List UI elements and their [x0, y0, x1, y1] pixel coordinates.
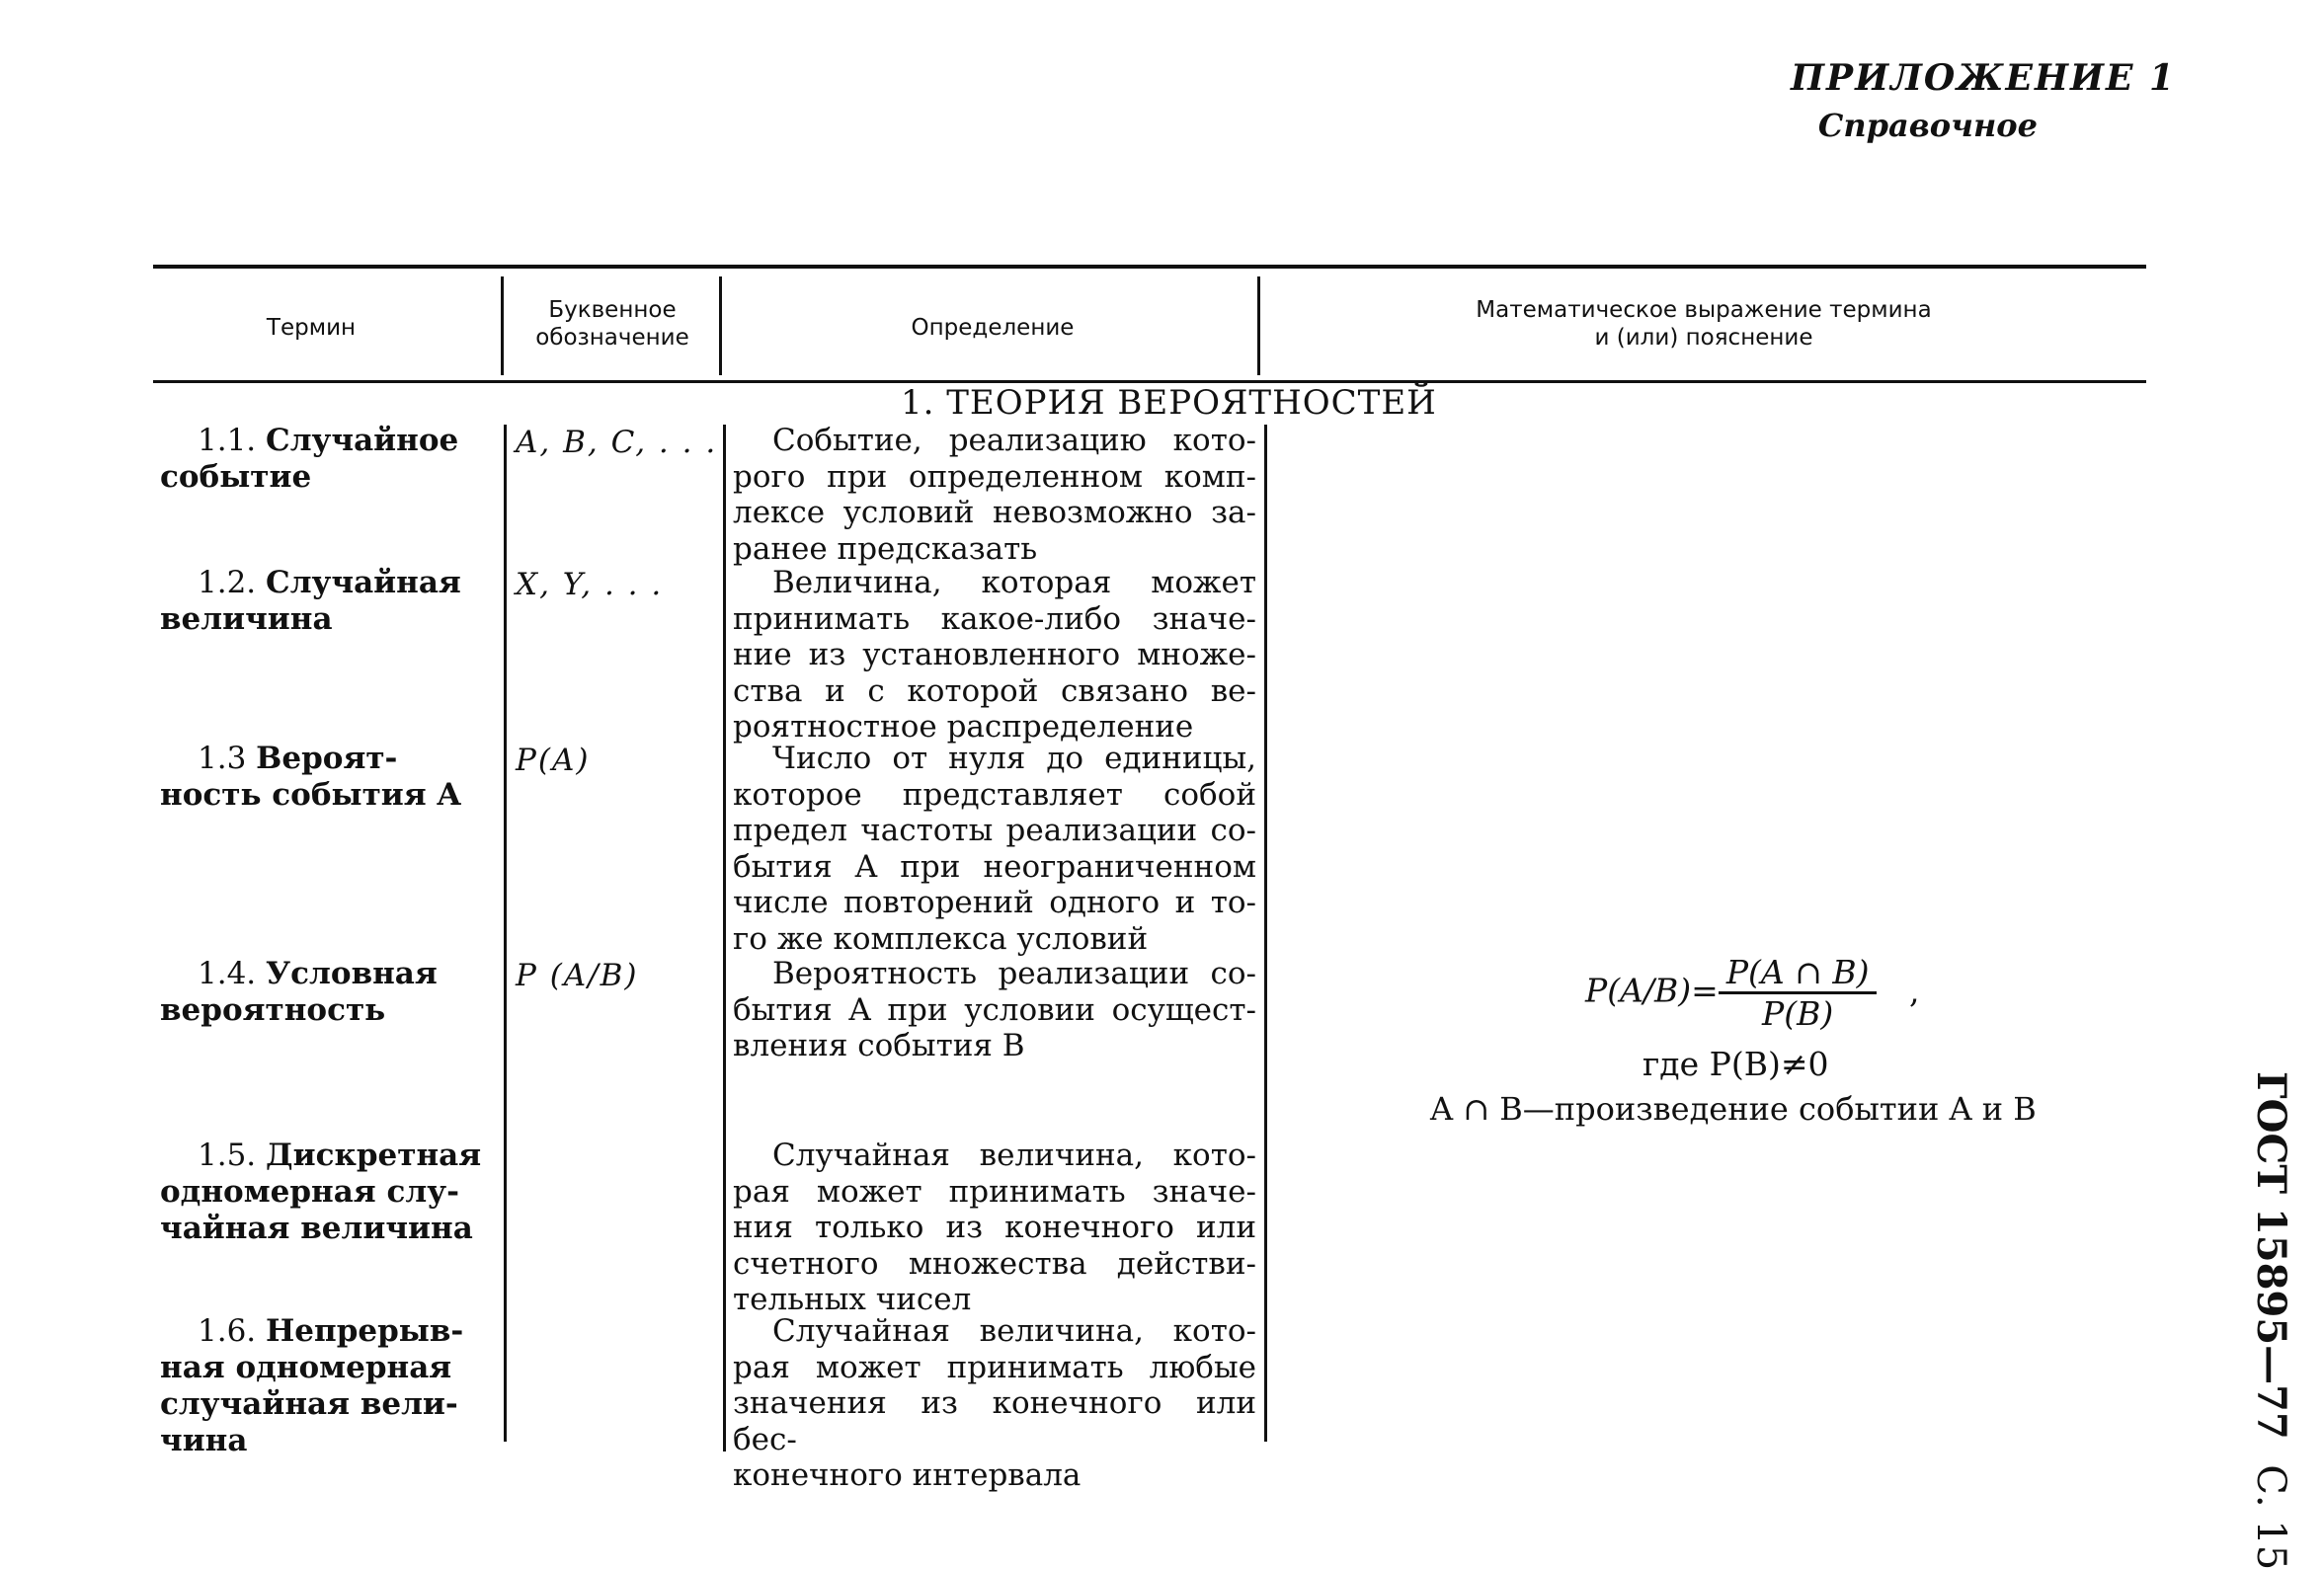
formula-note: A ∩ B—произведение событии A и B — [1430, 1090, 2037, 1128]
column-divider-3 — [1257, 276, 1260, 375]
definition-1-4: Вероятность реализации со- бытия A при условии осущест- вления события B — [733, 956, 1256, 1063]
symbol-1-1: A, B, C, . . . — [516, 425, 718, 460]
definition-1-5: Случайная величина, кото- рая может принимать значе- ния только из конечного или счетного множества действи- тельных чисел — [733, 1138, 1256, 1317]
symbol-1-2: X, Y, . . . — [516, 567, 664, 602]
term-1-3: 1.3 Вероят- ность события A — [160, 741, 461, 813]
symbol-1-3: P(A) — [516, 743, 591, 778]
column-header-symbol: Буквенное обозначение — [535, 297, 689, 351]
column-divider-1-body — [504, 425, 507, 1442]
definition-1-6: Случайная величина, кото- рая может принимать любые значения из конечного или бес- конечного интервала — [733, 1313, 1256, 1493]
term-1-1: 1.1. Случайное событие — [160, 423, 459, 495]
term-1-6: 1.6. Непрерыв- ная одномерная случайная вели- чина — [160, 1313, 464, 1458]
term-1-5: 1.5. Дискретная одномерная слу- чайная величина — [160, 1138, 482, 1246]
appendix-title: ПРИЛОЖЕНИЕ 1 — [1790, 57, 2176, 99]
symbol-1-4: P (A/B) — [516, 958, 639, 993]
definition-1-1: Событие, реализацию кото- рого при определенном комп- лексе условий невозможно за- ранее предсказать — [733, 423, 1256, 567]
column-divider-1 — [501, 276, 504, 375]
conditional-probability-formula: P(A/B)= $\frac{P(A \cap B)}{P(B)}$ , — [1585, 953, 1920, 1033]
definition-1-2: Величина, которая может принимать какое-либо значе- ние из установленного множе- ства и с которой связано ве- роятностное распределение — [733, 565, 1256, 745]
column-header-term: Термин — [266, 315, 357, 341]
column-header-definition: Определение — [911, 315, 1075, 341]
term-1-4: 1.4. Условная вероятность — [160, 956, 438, 1028]
column-divider-3-body — [1264, 425, 1267, 1442]
term-1-2: 1.2. Случайная величина — [160, 565, 461, 637]
formula-numerator: P(A ∩ B) — [1719, 953, 1878, 994]
definition-1-3: Число от нуля до единицы, которое представляет собой предел частоты реализации со- бытия A при неограниченном числе повторений одного и то- го же комплекса условий — [733, 741, 1256, 957]
side-standard-label: ГОСТ 15895—77 С. 15 — [2248, 1071, 2294, 1570]
formula-denominator: P(B) — [1762, 994, 1834, 1033]
column-divider-2-body — [723, 425, 726, 1452]
section-title: 1. ТЕОРИЯ ВЕРОЯТНОСТЕЙ — [901, 383, 1437, 423]
appendix-subtitle: Справочное — [1817, 107, 2038, 144]
column-header-math: Математическое выражение термина и (или) пояснение — [1476, 297, 1932, 351]
column-divider-2 — [719, 276, 722, 375]
formula-condition: где P(B)≠0 — [1643, 1045, 1829, 1083]
table-top-rule — [153, 265, 2146, 269]
